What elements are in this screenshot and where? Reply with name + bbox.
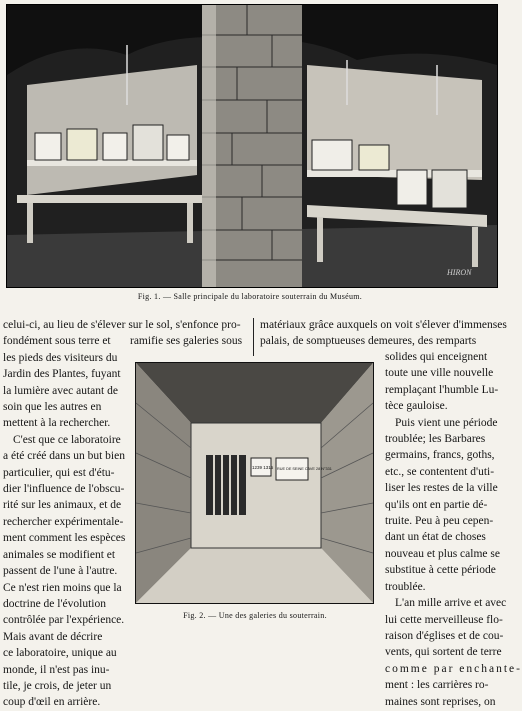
gallery-illustration xyxy=(136,363,373,603)
text-line: truite. Peu à peu cepen- xyxy=(385,515,494,528)
text-line: contrôlée par l'expérience. xyxy=(3,614,125,627)
text-line: nouveau et plus calme se xyxy=(385,547,500,560)
text-line: fondément sous terre et xyxy=(3,335,111,348)
text-line: ce laboratoire, unique au xyxy=(3,647,117,660)
text-line: a été créé dans un but bien xyxy=(3,450,125,463)
text-line: ment : les carrières ro- xyxy=(385,679,489,692)
text-line: C'est que ce laboratoire xyxy=(13,433,121,446)
text-line: comme par enchante- xyxy=(385,662,522,675)
text-line: Mais avant de décrire xyxy=(3,630,103,643)
text-line: lui cette merveilleuse flo- xyxy=(385,613,503,626)
text-line: soin que les autres en xyxy=(3,401,102,414)
text-line: monde, il n'est pas inu- xyxy=(3,663,110,676)
gallery-sign-numbers: 1239 1315 xyxy=(252,465,274,470)
text-line: Puis vient une période xyxy=(395,416,498,429)
text-line: vents, qui sortent de terre xyxy=(385,646,502,659)
text-line: tèce gauloise. xyxy=(385,400,448,413)
text-line: passent de l'une à l'autre. xyxy=(3,565,118,578)
figure-2-engraving xyxy=(135,362,374,604)
figure-1-caption: Fig. 1. — Salle principale du laboratoire souterrain du Muséum. xyxy=(137,292,363,301)
text-line: matériaux grâce auxquels on voit s'élever d'immenses xyxy=(260,319,507,331)
text-line: ramifie ses galeries sous xyxy=(130,335,243,347)
text-line: mettent à la rechercher. xyxy=(3,417,111,430)
text-line: palais, de somptueuses demeures, des remparts xyxy=(260,335,477,348)
text-line: coup d'œil en arrière. xyxy=(3,696,101,709)
text-line: L'an mille arrive et avec xyxy=(395,597,507,610)
text-column-middle xyxy=(130,333,248,349)
text-line: germains, francs, goths, xyxy=(385,449,495,462)
gallery-sign-street: RUE DE SEINE CAVE 28 N°331 xyxy=(277,467,332,471)
text-line: solides qui enceignent xyxy=(385,351,488,363)
text-line: doctrine de l'évolution xyxy=(3,597,106,610)
text-line: etc., se contentent d'uti- xyxy=(385,465,495,478)
text-line: substitue à cette période xyxy=(385,564,496,577)
text-column-right-top xyxy=(260,317,505,350)
text-line: remplaçant l'humble Lu- xyxy=(385,383,499,396)
text-line: rité sur les animaux, et de xyxy=(3,499,122,512)
figure-1-engraving xyxy=(6,4,498,288)
text-line: Ce n'est rien moins que la xyxy=(3,581,122,594)
text-line: toute une ville nouvelle xyxy=(385,367,494,380)
text-line: celui-ci, au lieu de s'élever sur le sol, s'enfonce pro- xyxy=(3,319,241,331)
text-line: tile, je crois, de jeter un xyxy=(3,679,112,692)
text-line: troublée. xyxy=(385,580,426,593)
text-line: rechercher expérimentale- xyxy=(3,515,124,528)
text-line: raison d'églises et de cou- xyxy=(385,629,504,642)
text-line: liser les restes de la ville xyxy=(385,482,498,495)
laboratory-room-illustration xyxy=(7,5,497,287)
figure-2-caption: Fig. 2. — Une des galeries du souterrain. xyxy=(183,611,327,620)
text-line: troublée; les Barbares xyxy=(385,433,486,446)
text-line: Jardin des Plantes, fuyant xyxy=(3,368,121,381)
text-column-right xyxy=(385,349,522,710)
text-line: la lumière avec autant de xyxy=(3,384,118,397)
engraver-signature: HIRON xyxy=(447,268,472,277)
text-line: les pieds des visiteurs du xyxy=(3,351,118,364)
column-divider xyxy=(253,318,254,356)
text-line: maines sont reprises, on xyxy=(385,695,496,708)
text-line: qu'ils ont en partie dé- xyxy=(385,498,488,511)
text-line: animales se modifient et xyxy=(3,548,116,561)
text-line: particulier, qui est d'étu- xyxy=(3,466,115,479)
text-line: dier l'influence de l'obscu- xyxy=(3,483,125,496)
text-line: ment comment les espèces xyxy=(3,532,126,545)
text-line: dant un état de choses xyxy=(385,531,486,544)
